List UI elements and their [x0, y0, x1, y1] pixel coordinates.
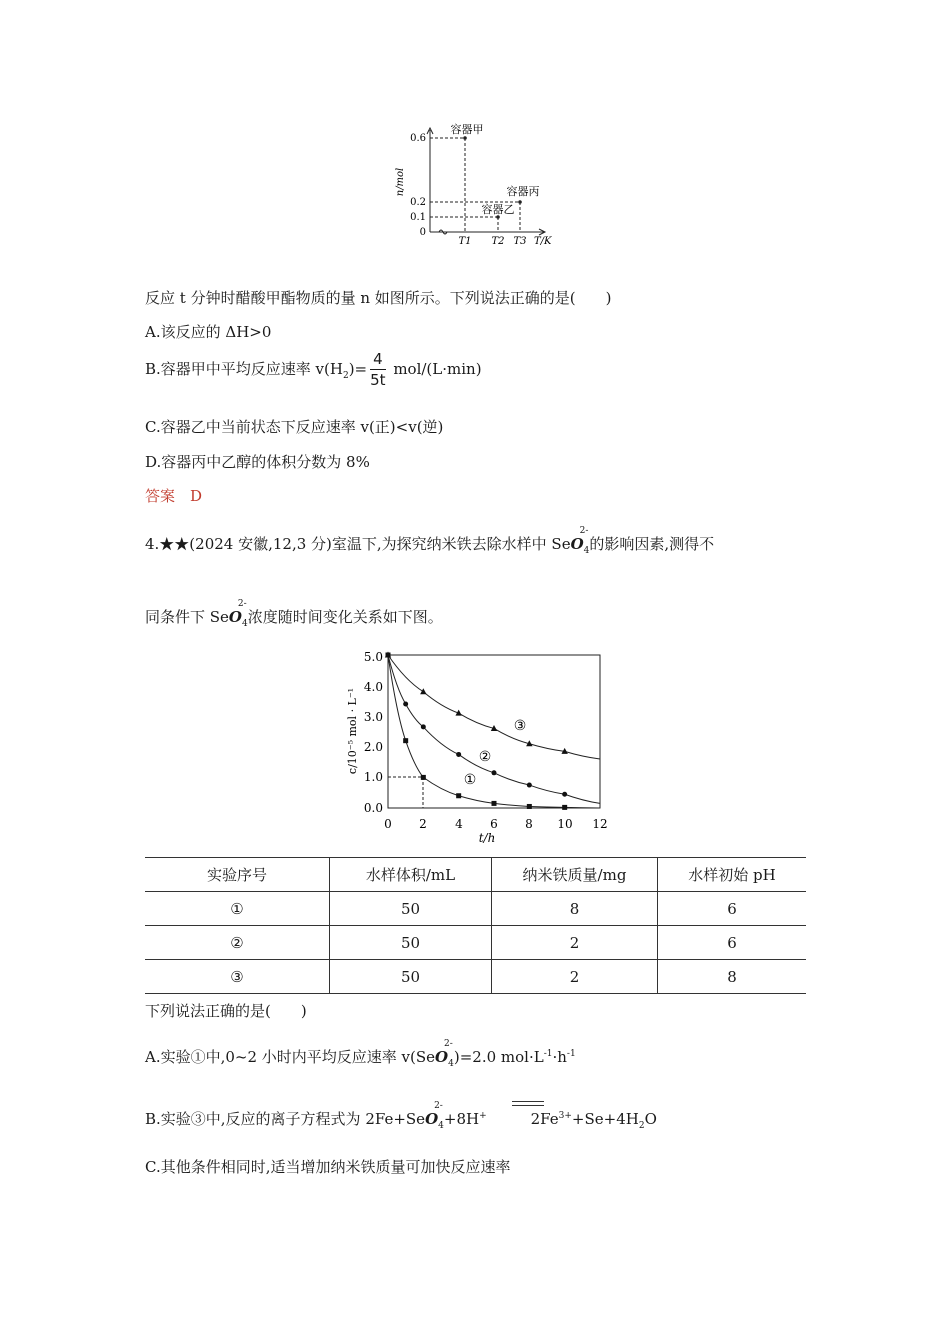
table-header-row	[145, 858, 806, 892]
chart-ytick: 0.0	[363, 801, 383, 815]
q3-answer: 答案 D	[145, 487, 203, 505]
series-1-point	[492, 801, 497, 806]
table-cell: 2	[492, 960, 658, 994]
fraction-numerator: 4	[370, 352, 385, 370]
series-1-point	[527, 804, 532, 809]
fig1-ytick: 0.1	[410, 212, 426, 223]
table-cell: 50	[330, 960, 492, 994]
fig1-xlabel: T/K	[534, 236, 552, 247]
experiment-table	[145, 857, 806, 994]
q4-opta-pre: A.实验①中,0~2 小时内平均反应速率 v(Se	[145, 1048, 436, 1066]
chart-ytick: 1.0	[363, 770, 383, 784]
table-cell: 2	[492, 926, 658, 960]
series-1-point	[403, 738, 408, 743]
series-label-1: ①	[463, 772, 477, 788]
chart-xtick: 6	[490, 817, 498, 831]
series-2-point	[562, 792, 567, 797]
chart-ytick: 4.0	[363, 680, 383, 694]
fraction	[370, 352, 385, 388]
table-cell: 8	[658, 960, 807, 994]
q3-optb-sub: 2	[342, 371, 349, 381]
point-bing	[518, 200, 522, 204]
fig1-xtick: T1	[458, 236, 472, 247]
q4-option-a	[145, 1039, 576, 1069]
chart-xlabel: t/h	[478, 831, 496, 845]
chart-ytick: 5.0	[363, 650, 383, 664]
chart-ytick: 2.0	[363, 740, 383, 754]
series-1-point	[456, 793, 461, 798]
table-header: 纳米铁质量/mg	[492, 858, 658, 892]
series-line-3	[388, 655, 600, 759]
fig1-xtick: T3	[513, 236, 527, 247]
series-1-point	[421, 775, 426, 780]
chart-frame	[388, 655, 600, 808]
equation-equals-sign	[512, 1101, 544, 1106]
fraction-denominator: 5t	[370, 371, 386, 389]
q4-opta-mid: ·h	[552, 1048, 567, 1066]
point-jia	[463, 136, 467, 140]
q3-option-d: D.容器丙中乙醇的体积分数为 8%	[145, 453, 370, 471]
label-bing: 容器丙	[506, 185, 540, 198]
q4-line1-post: 的影响因素,测得不	[589, 535, 715, 553]
series-2-point	[492, 770, 497, 775]
q4-stem-line1	[145, 526, 715, 556]
table-header: 水样初始 pH	[658, 858, 807, 892]
table-row	[145, 892, 806, 926]
series-1-point	[562, 805, 567, 810]
table-cell: 6	[658, 926, 807, 960]
q4-line2-post: 浓度随时间变化关系如下图。	[247, 608, 443, 626]
table-cell: 50	[330, 926, 492, 960]
q3-optb-mid: )=	[348, 360, 368, 378]
q4-opta-sup2: -1	[566, 1049, 576, 1059]
series-2-point	[421, 724, 426, 729]
q3-option-b	[145, 352, 482, 388]
chart-ylabel: c/10⁻⁵ mol · L⁻¹	[346, 687, 359, 775]
figure-n-vs-temperature	[385, 120, 565, 255]
q4-stem: 下列说法正确的是( )	[145, 1002, 307, 1020]
q4-optb-o: O	[644, 1110, 657, 1128]
table-row	[145, 926, 806, 960]
table-cell: ③	[145, 960, 330, 994]
series-2-point	[456, 752, 461, 757]
table-cell: 8	[492, 892, 658, 926]
table-header: 水样体积/mL	[330, 858, 492, 892]
chart-xtick: 2	[419, 817, 427, 831]
fig1-ytick: 0.2	[410, 197, 426, 208]
q4-stem-line2	[145, 599, 443, 629]
q4-optb-mid: +8H	[443, 1110, 480, 1128]
q4-option-b	[145, 1101, 657, 1131]
q4-optb-sub: 2	[638, 1121, 645, 1131]
label-jia: 容器甲	[450, 123, 484, 136]
q3-stem: 反应 t 分钟时醋酸甲酯物质的量 n 如图所示。下列说法正确的是( )	[145, 289, 612, 307]
q3-option-c: C.容器乙中当前状态下反应速率 v(正)<v(逆)	[145, 418, 444, 436]
chart-xtick: 12	[592, 817, 608, 831]
q4-optb-end: +Se+4H	[571, 1110, 639, 1128]
q4-opta-sup1: -1	[543, 1049, 553, 1059]
table-cell: ①	[145, 892, 330, 926]
q4-optb-pre: B.实验③中,反应的离子方程式为 2Fe+Se	[145, 1110, 426, 1128]
selenate-ion: $O_4$ 2-	[425, 1101, 444, 1131]
q3-optb-pre: B.容器甲中平均反应速率 v(H	[145, 360, 343, 378]
series-label-3: ③	[513, 718, 527, 734]
series-3-point	[420, 688, 426, 694]
q4-line1-pre: 4.★★(2024 安徽,12,3 分)室温下,为探究纳米铁去除水样中 Se	[145, 535, 571, 553]
series-line-1	[388, 655, 600, 808]
table-cell: ②	[145, 926, 330, 960]
q4-optb-right: 2Fe	[530, 1110, 559, 1128]
q3-optb-post: mol/(L·min)	[388, 360, 482, 378]
label-yi: 容器乙	[481, 203, 515, 216]
chart-xtick: 4	[455, 817, 463, 831]
selenate-ion: $O_4$ 2-	[570, 526, 590, 556]
selenate-ion: $O_4$ 2-	[228, 599, 248, 629]
selenate-ion: $O_4$ 2-	[435, 1039, 454, 1069]
table-row	[145, 960, 806, 994]
q4-option-c: C.其他条件相同时,适当增加纳米铁质量可加快反应速率	[145, 1158, 511, 1176]
q4-optb-sup-h: +	[479, 1111, 487, 1121]
concentration-time-chart	[330, 645, 620, 850]
table-cell: 6	[658, 892, 807, 926]
chart-xtick: 10	[557, 817, 573, 831]
chart-xtick: 0	[384, 817, 392, 831]
q3-option-a: A.该反应的 ΔH>0	[145, 323, 272, 341]
series-2-point	[403, 701, 408, 706]
q4-opta-post: )=2.0 mol·L	[453, 1048, 544, 1066]
fig1-ytick: 0	[419, 227, 426, 238]
fig1-xtick: T2	[491, 236, 505, 247]
series-2-point	[527, 783, 532, 788]
chart-xtick: 8	[525, 817, 533, 831]
q4-line2-pre: 同条件下 Se	[145, 608, 229, 626]
table-header: 实验序号	[145, 858, 330, 892]
table-cell: 50	[330, 892, 492, 926]
fig1-ytick: 0.6	[410, 133, 426, 144]
fig1-ylabel: n/mol	[395, 167, 406, 197]
chart-ytick: 3.0	[363, 710, 383, 724]
series-label-2: ②	[478, 749, 492, 765]
q4-optb-sup-fe: 3+	[558, 1111, 572, 1121]
